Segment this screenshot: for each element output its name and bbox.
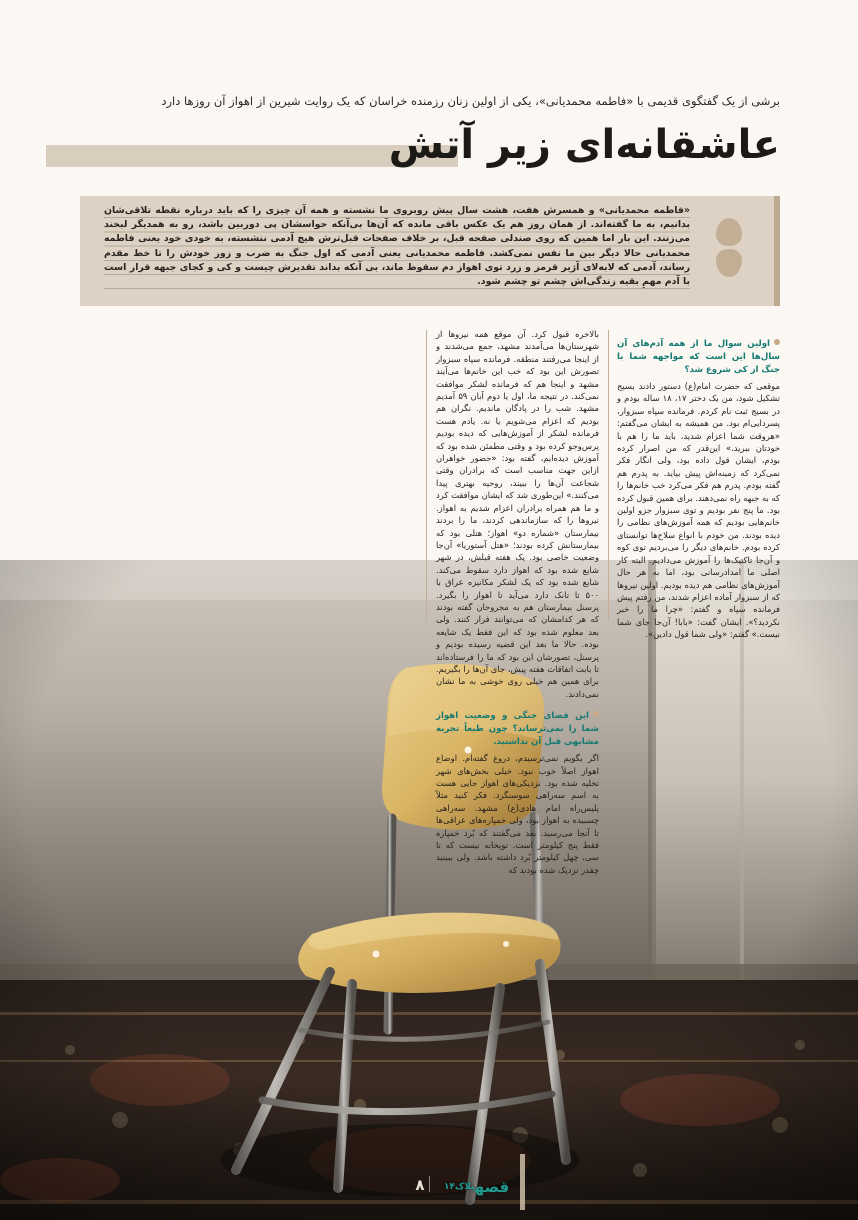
- lead-text: [104, 204, 690, 289]
- answer-3-text: اگر بگویم نمی‌ترسیدم، دروغ گفته‌ام. اوضاع اهواز اصلاً خوب نبود. خیلی بخش‌های شهر تخلیه شده بود. نزدیکی‌های اهواز جایی هست به اسم سه‌راهی سوسنگرد. فکر کنید مثلاً پلیس‌راه امام هادی(ع) مشهد. سه‌راهی چسبیده به اهواز بود، ولی خمپاره‌های عراقی‌ها تا آنجا می‌رسید. بعد می‌گفتند که بُرد خمپاره فقط پنج کیلومتر است. توپخانه نیست که تا سی، چهل کیلومتر بُرد داشته باشد. ولی ببینید چقدر نزدیک شده بودند که: [436, 753, 599, 875]
- answer-1-text: موقعی که حضرت امام(ع) دستور دادند بسیج تشکیل شود، من یک دختر ۱۷، ۱۸ ساله بودم و در بسیج ثبت نام کردم. فرمانده سپاه سبزوار، پسردایی‌ام بود. من همیشه به ایشان می‌گفتم: «هروقت شما اعزام شدید، باید ما را هم با خودتان ببرید.» این‌قدر که من اصرار کرده بودم، ایشان قول داده بود، ولی انگار فکر نمی‌کرد که زمینه‌اش پیش بیاید. به پدرم هم گفته بودم. پدرم هم فکر می‌کرد خب خانم‌ها را که به جبهه راه نمی‌دهند. برای همین قبول کرده بود. ما پنج نفر بودیم و توی سبزوار جزو اولین خانم‌هایی بودیم که همه آموزش‌های نظامی را دیده بودند. من خودم با انواع سلاح‌ها توانستای کرده بودم. خانم‌های دیگر را می‌بردیم توی کوه و آن‌جا تاکتیک‌ها را آموزش می‌دادیم. البته کار اصلی ما امدادرسانی بود، اما به هر حال آموزش‌های نظامی هم دیده بودیم. اولین نیروها که از سبزوار آماده اعزام شدند، من رفتم پیش فرمانده سپاه و گفتم: «چرا ما را خبر نکردید؟». ایشان گفت: «بابا! آن‌جا جای شما نیست.» گفتم: «ولی شما قول دادین».: [617, 381, 780, 640]
- headline-container: [80, 120, 780, 182]
- answer-2-text: بالاخره قبول کرد. آن موقع همه نیروها از شهرستان‌ها می‌آمدند مشهد، جمع می‌شدند و از اینجا می‌رفتند منطقه. فرمانده سپاه سبزوار تصورش این بود که خب این خانم‌ها می‌آیند مشهد و اینجا هم که فرمانده لشکر موافقت نمی‌کند. در نتیجه ما، اول یا دوم آبان ۵۹ آمدیم مشهد. شب را در پادگان ماندیم. نگران هم بودیم که اعزام می‌شویم یا نه. یادم هست فرمانده لشکر از آموزش‌هایی که دیده بودیم پرس‌وجو کرده بود و وقتی مطمئن شده بود که آموزش دیده‌ایم، گفته بود: «حضور خواهران ازاین جهت مناسب است که برادران وقتی شجاعت آن‌ها را ببیند، روحیه بهتری پیدا می‌کنند.» این‌طوری شد که ایشان موافقت کرد و ما هم همراه برادران اعزام شدیم به اهواز. نیروها را که سازماندهی کردند، ما را بردند بیمارستان «شماره دو» اهواز؛ هتلی بود که بیمارستانش کرده بودند؛ «هتل آستوریا» آن‌جا وضعیت خاصی بود. یک هفته قبلش، در شهر شایع شده بود که اهواز دارد سقوط می‌کند. شایع شده بود که یک لشکر مکانیزه عراق با ۵۰۰ تا تانک دارد می‌آید تا اهواز را بگیرد. پرسنل بیمارستان هم به مجروحان گفته بودند که هر کدامشان که می‌توانند فرار کنند. ولی بعد معلوم شده بود که این فقط یک شایعه بوده. حالا ما بعد این قضیه رسیده بودیم و پرسنل، تصورشان این بود که ما را فرستاده‌اند تا بابت اتفاقات هفته پیش، جای آن‌ها را بگیریم. برای همین هم خیلی روی خوشی به ما نشان نمی‌دادند.: [436, 329, 599, 699]
- footer-accent-bar: [520, 1154, 525, 1210]
- lead-edge-stripe: [774, 196, 780, 306]
- column-divider: [426, 330, 427, 620]
- logo-main-text: قصه: [474, 1178, 510, 1196]
- page-title: عاشقانه‌ای زیر آتش: [388, 122, 780, 168]
- article-columns: [80, 328, 780, 875]
- page-footer: [0, 1160, 858, 1220]
- column-divider: [608, 330, 609, 620]
- question-1-text: اولین سوال ما از همه آدم‌های آن سال‌ها این است که مواجهه شما با جنگ از کی شروع شد؟: [617, 339, 780, 375]
- question-heading-2: [436, 710, 599, 749]
- bullet-icon: [593, 711, 599, 717]
- lead-paragraph-box: [80, 196, 780, 306]
- question-2-text: این فضای جنگی و وضعیت اهواز شما را نمی‌ترساند؟ چون طبعاً تجربه مشابهی قبل آن نداشتید.: [436, 711, 599, 748]
- hourglass-ornament-icon: [714, 218, 744, 284]
- lead-paragraph: «فاطمه محمدیانی» و همسرش هفت، هشت سال پیش روبروی ما نشسته و همه آن چیزی را که باید درباره نقطه تلاقی‌شان بدانیم، به ما گفته‌اند. از همان روز هم یک عکس باقی مانده که آن‌ها بی‌آنکه حواسشان پی دوربین باشد، رو به همدیگر لبخند می‌زنند. این بار اما همین که روی صندلی صفحه قبل، بر خلاف صفحات قبل‌ترش هیچ آدمی ننشسته، به خودی خود یعنی فاطمه محمدیانی حالا دیگر بین ما نفس نمی‌کشد. فاطمه محمدیانی یعنی آدمی که اول جنگ به ضرب و زور خودش را تا خط مقدم رساند، آدمی که لابه‌لای آژیر قرمز و زرد توی اهواز دم سقوط ماند، بی آنکه بداند تقدیرش چیست و کی و کجای جبهه قرار است با آدم مهمِ بقیه زندگی‌اش چشم تو چشم شود.: [104, 205, 690, 288]
- column-middle: [436, 328, 599, 876]
- column-right: [617, 328, 780, 641]
- bullet-icon: [774, 339, 780, 345]
- logo-sub-text: پلاک۱۴: [444, 1182, 475, 1192]
- question-heading-1: [617, 338, 780, 377]
- article-kicker: برشی از یک گفتگوی قدیمی با «فاطمه محمدیانی»، یکی از اولین زنان رزمنده خراسان که یک روایت شیرین از اهواز آن روزها دارد: [161, 94, 780, 108]
- magazine-logo: [444, 1178, 509, 1196]
- page-number: ۸: [415, 1176, 425, 1194]
